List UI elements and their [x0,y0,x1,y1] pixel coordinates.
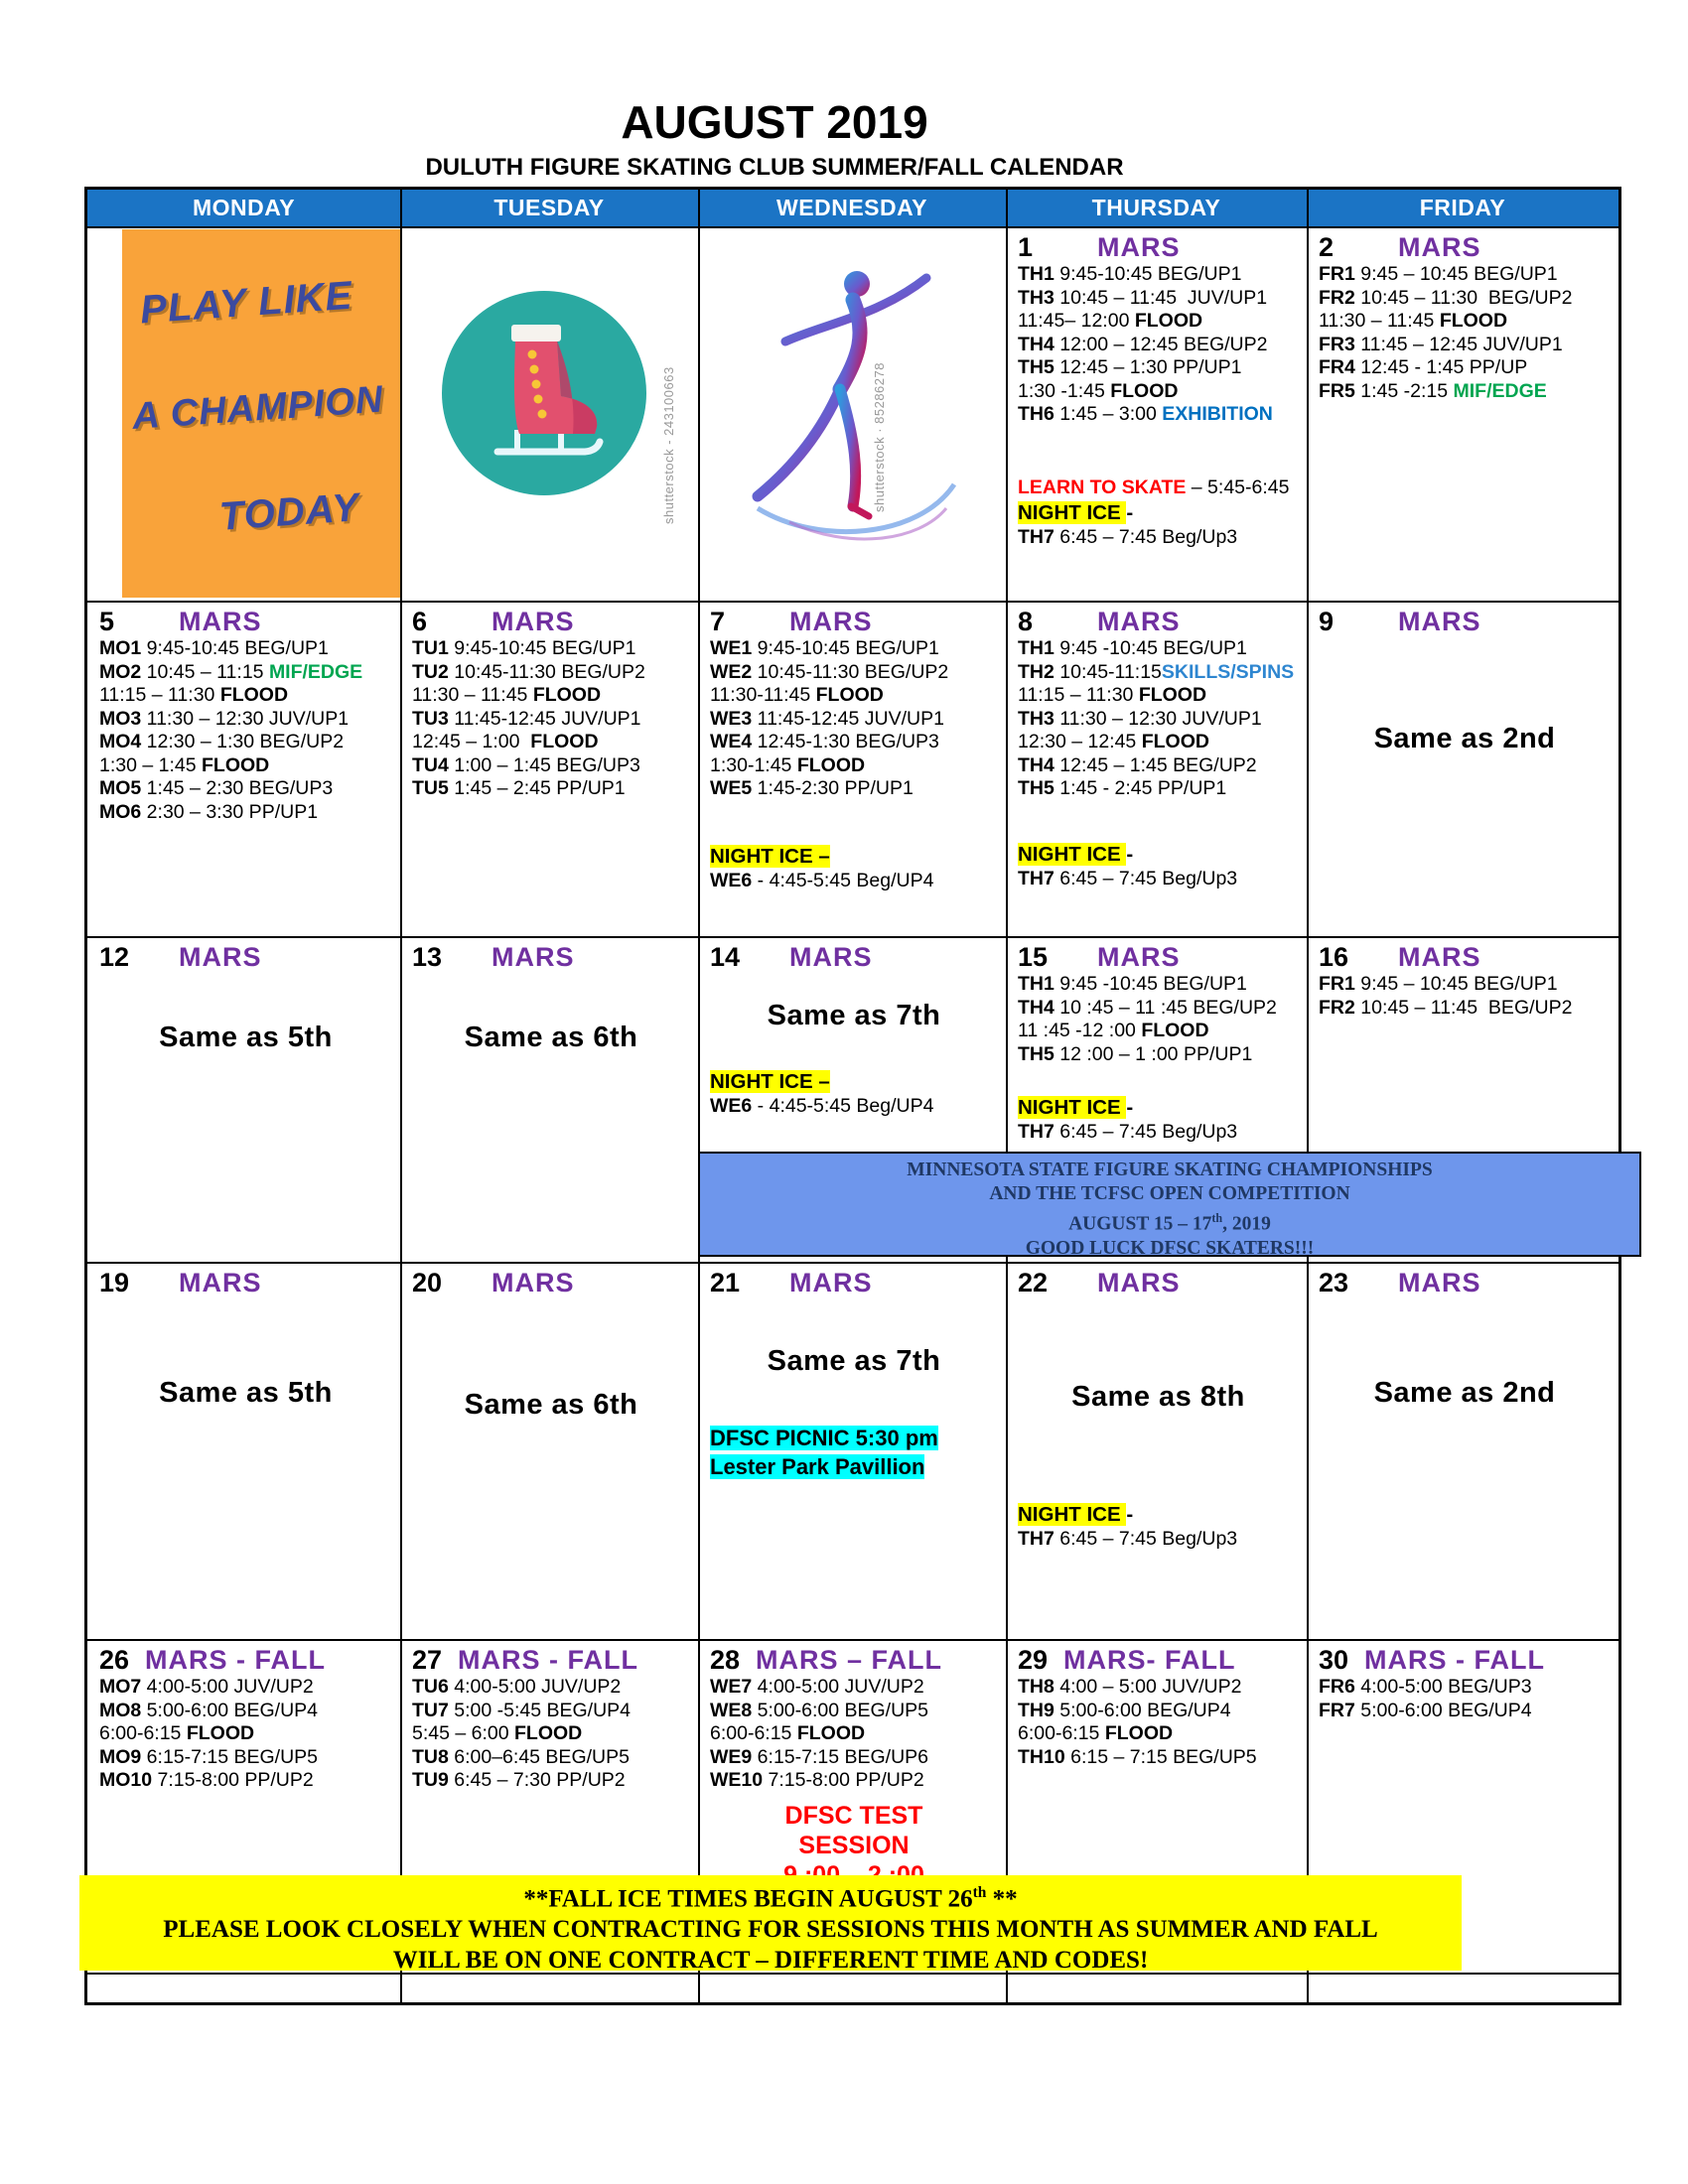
weekday-header-friday: FRIDAY [1307,190,1618,226]
schedule-line: TH4 10 :45 – 11 :45 BEG/UP2 [1018,996,1277,1019]
banner-line: WILL BE ON ONE CONTRACT – DIFFERENT TIME AND CODES! [392,1947,1149,1975]
day-number: 26 [99,1645,130,1675]
weekday-header-wednesday: WEDNESDAY [698,190,1006,226]
schedule-line: TU8 6:00–6:45 BEG/UP5 [412,1745,630,1768]
day-number: 30 [1319,1645,1349,1675]
spacer [1018,801,1299,841]
spacer [1018,1414,1299,1501]
day-cell-21 [698,1262,1006,1639]
day-header [99,1267,392,1298]
schedule-line: DFSC TEST [784,1801,923,1830]
day-number: 29 [1018,1645,1049,1675]
day-number: 19 [99,1268,130,1297]
banner-line: **FALL ICE TIMES BEGIN AUGUST 26th ** [523,1884,1018,1913]
day-label: MARS [789,1268,873,1297]
schedule-line: NIGHT ICE - [1018,501,1134,524]
schedule-line: TH1 9:45-10:45 BEG/UP1 [1018,263,1242,285]
schedule-line: FR1 9:45 – 10:45 BEG/UP1 [1319,263,1558,285]
grid-line-vertical [1307,190,1309,2002]
schedule-line: 1:30 – 1:45 FLOOD [99,753,270,776]
day-cell-8 [1006,601,1307,936]
grid-line-vertical [698,190,700,2002]
day-header [1018,606,1299,637]
grid-line-vertical [1006,190,1008,2002]
schedule-line: TU6 4:00-5:00 JUV/UP2 [412,1676,622,1698]
day-label: MARS [789,607,873,636]
schedule-line: FR5 1:45 -2:15 MIF/EDGE [1319,379,1547,402]
day-label: MARS [1398,942,1481,972]
day-cell-20 [400,1262,698,1639]
day-number: 8 [1018,607,1034,636]
grid-line-horizontal [87,1262,1618,1264]
poster-line: A CHAMPION [130,378,385,439]
day-header [99,606,392,637]
schedule-line: Same as 5th [159,1377,333,1409]
schedule-line: 11:15 – 11:30 FLOOD [99,684,289,706]
schedule-line: WE4 12:45-1:30 BEG/UP3 [710,731,939,752]
spacer [710,973,998,999]
day-number: 5 [99,607,115,636]
day-header [1319,231,1611,263]
day-label: MARS [492,1268,575,1297]
spacer [710,1298,998,1344]
day-label: MARS [1398,1268,1481,1297]
fall-notice-banner [79,1875,1462,1975]
schedule-line: TU4 1:00 – 1:45 BEG/UP3 [412,753,640,776]
day-cell-7 [698,601,1006,936]
day-header [1018,1267,1299,1298]
day-label: MARS [1398,607,1481,636]
day-label: MARS [1097,607,1181,636]
day-number: 1 [1018,232,1034,262]
day-number: 27 [412,1645,443,1675]
schedule-line: NIGHT ICE - [1018,1503,1134,1526]
day-label: MARS [492,607,575,636]
day-number: 13 [412,942,443,972]
grid-line-horizontal [87,936,1618,938]
schedule-line: TU3 11:45-12:45 JUV/UP1 [412,707,641,730]
day-label: MARS [1097,1268,1181,1297]
day-header [710,941,998,973]
schedule-line: WE6 - 4:45-5:45 Beg/UP4 [710,1095,934,1117]
schedule-line: TH6 1:45 – 3:00 EXHIBITION [1018,403,1273,425]
schedule-line: MO6 2:30 – 3:30 PP/UP1 [99,800,319,823]
skater-image [728,244,976,562]
day-cell-19 [87,1262,400,1639]
spacer [710,1032,998,1068]
day-label: MARS [789,942,873,972]
schedule-line: Same as 2nd [1373,723,1556,754]
schedule-line: TH4 12:00 – 12:45 BEG/UP2 [1018,333,1268,355]
mn-championship-banner [698,1152,1641,1257]
spacer [1018,1066,1299,1094]
schedule-line: WE9 6:15-7:15 BEG/UP6 [710,1745,929,1768]
schedule-line: 6:00-6:15 FLOOD [710,1722,866,1744]
day-number: 12 [99,942,130,972]
spacer [710,1793,998,1801]
day-number: 20 [412,1268,443,1297]
day-header [1018,941,1299,973]
schedule-line: Same as 2nd [1373,1377,1556,1409]
schedule-line: Same as 8th [1071,1381,1245,1413]
schedule-line: Same as 5th [159,1022,333,1053]
banner-line: PLEASE LOOK CLOSELY WHEN CONTRACTING FOR SESSIONS THIS MONTH AS SUMMER AND FALL [163,1916,1378,1944]
day-cell-1 [1006,226,1307,601]
schedule-line: TH7 6:45 – 7:45 Beg/Up3 [1018,867,1238,889]
schedule-line: TH7 6:45 – 7:45 Beg/Up3 [1018,1121,1238,1143]
skater-icon [728,244,976,562]
schedule-line: WE6 - 4:45-5:45 Beg/UP4 [710,869,934,891]
day-number: 16 [1319,942,1349,972]
day-header [412,606,690,637]
schedule-line: 12:30 – 12:45 FLOOD [1018,731,1209,752]
poster-line: TODAY [217,484,361,539]
day-cell-9 [1307,601,1618,936]
day-number: 23 [1319,1268,1349,1297]
spacer [99,1298,392,1376]
schedule-line: TH4 12:45 – 1:45 BEG/UP2 [1018,753,1257,776]
day-label: MARS - FALL [145,1645,326,1675]
schedule-line: NIGHT ICE - [1018,842,1134,866]
schedule-line: MO2 10:45 – 11:15 MIF/EDGE [99,660,363,683]
banner-line: AUGUST 15 – 17th, 2019 [1068,1211,1271,1235]
day-cell-22 [1006,1262,1307,1639]
calendar-subtitle: DULUTH FIGURE SKATING CLUB SUMMER/FALL CALENDAR [425,154,1124,181]
day-label: MARS [1097,942,1181,972]
spacer [1018,1298,1299,1380]
schedule-line: 1:30-1:45 FLOOD [710,753,866,776]
day-label: MARS [1398,232,1481,262]
day-header [1319,941,1611,973]
schedule-line: WE7 4:00-5:00 JUV/UP2 [710,1676,924,1698]
day-header [1018,1644,1299,1676]
skate-icon [440,289,648,497]
day-header [710,606,998,637]
day-number: 15 [1018,942,1049,972]
schedule-line: TH1 9:45 -10:45 BEG/UP1 [1018,637,1247,659]
page-title: AUGUST 2019 [621,96,928,148]
schedule-line: Same as 7th [767,1000,941,1031]
day-number: 2 [1319,232,1335,262]
banner-line: AND THE TCFSC OPEN COMPETITION [989,1183,1350,1204]
poster-line: PLAY LIKE [138,273,354,333]
schedule-line: 6:00-6:15 FLOOD [99,1722,255,1744]
schedule-line: WE2 10:45-11:30 BEG/UP2 [710,660,949,683]
schedule-line: TH3 10:45 – 11:45 JUV/UP1 [1018,286,1268,309]
schedule-line: MO10 7:15-8:00 PP/UP2 [99,1769,314,1791]
day-label: MARS - FALL [458,1645,638,1675]
spacer [1319,637,1611,722]
schedule-line: TH5 1:45 - 2:45 PP/UP1 [1018,777,1227,799]
schedule-line: NIGHT ICE – [710,1070,830,1093]
schedule-line: 11:45– 12:00 FLOOD [1018,310,1203,332]
schedule-line: MO4 12:30 – 1:30 BEG/UP2 [99,731,345,752]
schedule-line: TH3 11:30 – 12:30 JUV/UP1 [1018,707,1262,730]
day-cell-5 [87,601,400,936]
schedule-line: 12:45 – 1:00 FLOOD [412,731,599,752]
schedule-line: NIGHT ICE - [1018,1096,1134,1119]
schedule-line: 11:30 – 11:45 FLOOD [412,684,602,706]
schedule-line: TH1 9:45 -10:45 BEG/UP1 [1018,973,1247,995]
banner-line: GOOD LUCK DFSC SKATERS!!! [1025,1237,1315,1259]
schedule-line: FR2 10:45 – 11:30 BEG/UP2 [1319,286,1573,309]
schedule-line: WE3 11:45-12:45 JUV/UP1 [710,707,944,730]
schedule-line: FR6 4:00-5:00 BEG/UP3 [1319,1676,1532,1698]
shutterstock-watermark: shutterstock - 243100663 [661,366,676,525]
schedule-line: NIGHT ICE – [710,844,830,868]
schedule-line: TU2 10:45-11:30 BEG/UP2 [412,660,645,683]
schedule-line: TU5 1:45 – 2:45 PP/UP1 [412,777,626,799]
spacer [412,1298,690,1388]
schedule-line: MO9 6:15-7:15 BEG/UP5 [99,1745,319,1768]
day-header [710,1644,998,1676]
day-cell-23 [1307,1262,1618,1639]
schedule-line: 5:45 – 6:00 FLOOD [412,1722,583,1744]
schedule-line: TH2 10:45-11:15SKILLS/SPINS [1018,660,1295,683]
schedule-line: 11:30 – 11:45 FLOOD [1319,310,1508,332]
schedule-line: TU1 9:45-10:45 BEG/UP1 [412,637,636,659]
day-number: 28 [710,1645,741,1675]
schedule-line: FR7 5:00-6:00 BEG/UP4 [1319,1699,1532,1721]
day-header [1018,231,1299,263]
day-number: 22 [1018,1268,1049,1297]
day-number: 14 [710,942,741,972]
schedule-line: DFSC PICNIC 5:30 pm [710,1426,938,1450]
day-cell-13 [400,936,698,1262]
spacer [710,1378,998,1424]
day-label: MARS- FALL [1063,1645,1236,1675]
weekday-header-monday: MONDAY [87,190,400,226]
schedule-line: Same as 6th [464,1022,638,1053]
day-cell-12 [87,936,400,1262]
schedule-line: TH8 4:00 – 5:00 JUV/UP2 [1018,1676,1242,1698]
schedule-line: TH5 12:45 – 1:30 PP/UP1 [1018,356,1242,378]
schedule-line: LEARN TO SKATE – 5:45-6:45 [1018,476,1290,498]
spacer [1319,1298,1611,1376]
schedule-line: TU7 5:00 -5:45 BEG/UP4 [412,1699,632,1721]
day-label: MARS [492,942,575,972]
figure-skate-image [440,289,648,497]
schedule-line: 1:30 -1:45 FLOOD [1018,379,1179,402]
day-label: MARS [1097,232,1181,262]
schedule-line: TH7 6:45 – 7:45 Beg/Up3 [1018,526,1238,548]
schedule-line: FR1 9:45 – 10:45 BEG/UP1 [1319,973,1558,995]
schedule-line: TH10 6:15 – 7:15 BEG/UP5 [1018,1745,1257,1768]
banner-line: MINNESOTA STATE FIGURE SKATING CHAMPIONSHIPS [907,1160,1433,1180]
schedule-line: MO3 11:30 – 12:30 JUV/UP1 [99,707,350,730]
schedule-line: Same as 6th [464,1389,638,1421]
schedule-line: Same as 7th [767,1345,941,1377]
spacer [99,973,392,1021]
day-header [412,1267,690,1298]
schedule-line: Lester Park Pavillion [710,1454,925,1479]
day-cell-2 [1307,226,1618,601]
schedule-line: MO5 1:45 – 2:30 BEG/UP3 [99,777,334,799]
day-header [99,941,392,973]
schedule-line: 11 :45 -12 :00 FLOOD [1018,1020,1209,1041]
day-header [1319,1267,1611,1298]
schedule-line: 11:15 – 11:30 FLOOD [1018,684,1207,706]
weekday-header-thursday: THURSDAY [1006,190,1307,226]
day-header [1319,606,1611,637]
schedule-line: FR2 10:45 – 11:45 BEG/UP2 [1319,996,1573,1019]
weekday-header-tuesday: TUESDAY [400,190,698,226]
schedule-line: 6:00-6:15 FLOOD [1018,1722,1174,1744]
spacer [412,973,690,1021]
day-label: MARS - FALL [1364,1645,1545,1675]
day-label: MARS [179,607,262,636]
shutterstock-watermark: shutterstock · 85286278 [872,362,887,513]
day-label: MARS [179,942,262,972]
schedule-line: WE10 7:15-8:00 PP/UP2 [710,1769,924,1791]
spacer [1018,427,1299,477]
schedule-line: 11:30-11:45 FLOOD [710,684,884,706]
grid-line-horizontal [87,226,1618,228]
schedule-line: TH9 5:00-6:00 BEG/UP4 [1018,1699,1231,1721]
champion-poster-image [122,229,400,598]
schedule-line: WE1 9:45-10:45 BEG/UP1 [710,637,939,659]
day-header [99,1644,392,1676]
grid-line-horizontal [87,601,1618,603]
grid-line-vertical [400,190,402,2002]
schedule-line: TH5 12 :00 – 1 :00 PP/UP1 [1018,1042,1253,1065]
spacer [710,801,998,843]
day-number: 6 [412,607,428,636]
day-header [710,1267,998,1298]
schedule-line: TU9 6:45 – 7:30 PP/UP2 [412,1769,626,1791]
schedule-line: WE5 1:45-2:30 PP/UP1 [710,777,914,799]
schedule-line: MO1 9:45-10:45 BEG/UP1 [99,637,329,659]
day-header [412,1644,690,1676]
grid-line-horizontal [87,1639,1618,1641]
schedule-line: TH7 6:45 – 7:45 Beg/Up3 [1018,1528,1238,1550]
schedule-line: MO7 4:00-5:00 JUV/UP2 [99,1676,314,1698]
day-header [412,941,690,973]
schedule-line: MO8 5:00-6:00 BEG/UP4 [99,1699,319,1721]
day-number: 9 [1319,607,1335,636]
schedule-line: SESSION [798,1831,910,1859]
schedule-line: FR3 11:45 – 12:45 JUV/UP1 [1319,333,1563,355]
day-label: MARS [179,1268,262,1297]
calendar-table [84,187,1621,2005]
day-cell-6 [400,601,698,936]
day-label: MARS – FALL [756,1645,943,1675]
schedule-line: WE8 5:00-6:00 BEG/UP5 [710,1699,929,1721]
schedule-line: FR4 12:45 - 1:45 PP/UP [1319,356,1528,378]
day-header [1319,1644,1611,1676]
day-number: 7 [710,607,726,636]
day-number: 21 [710,1268,741,1297]
